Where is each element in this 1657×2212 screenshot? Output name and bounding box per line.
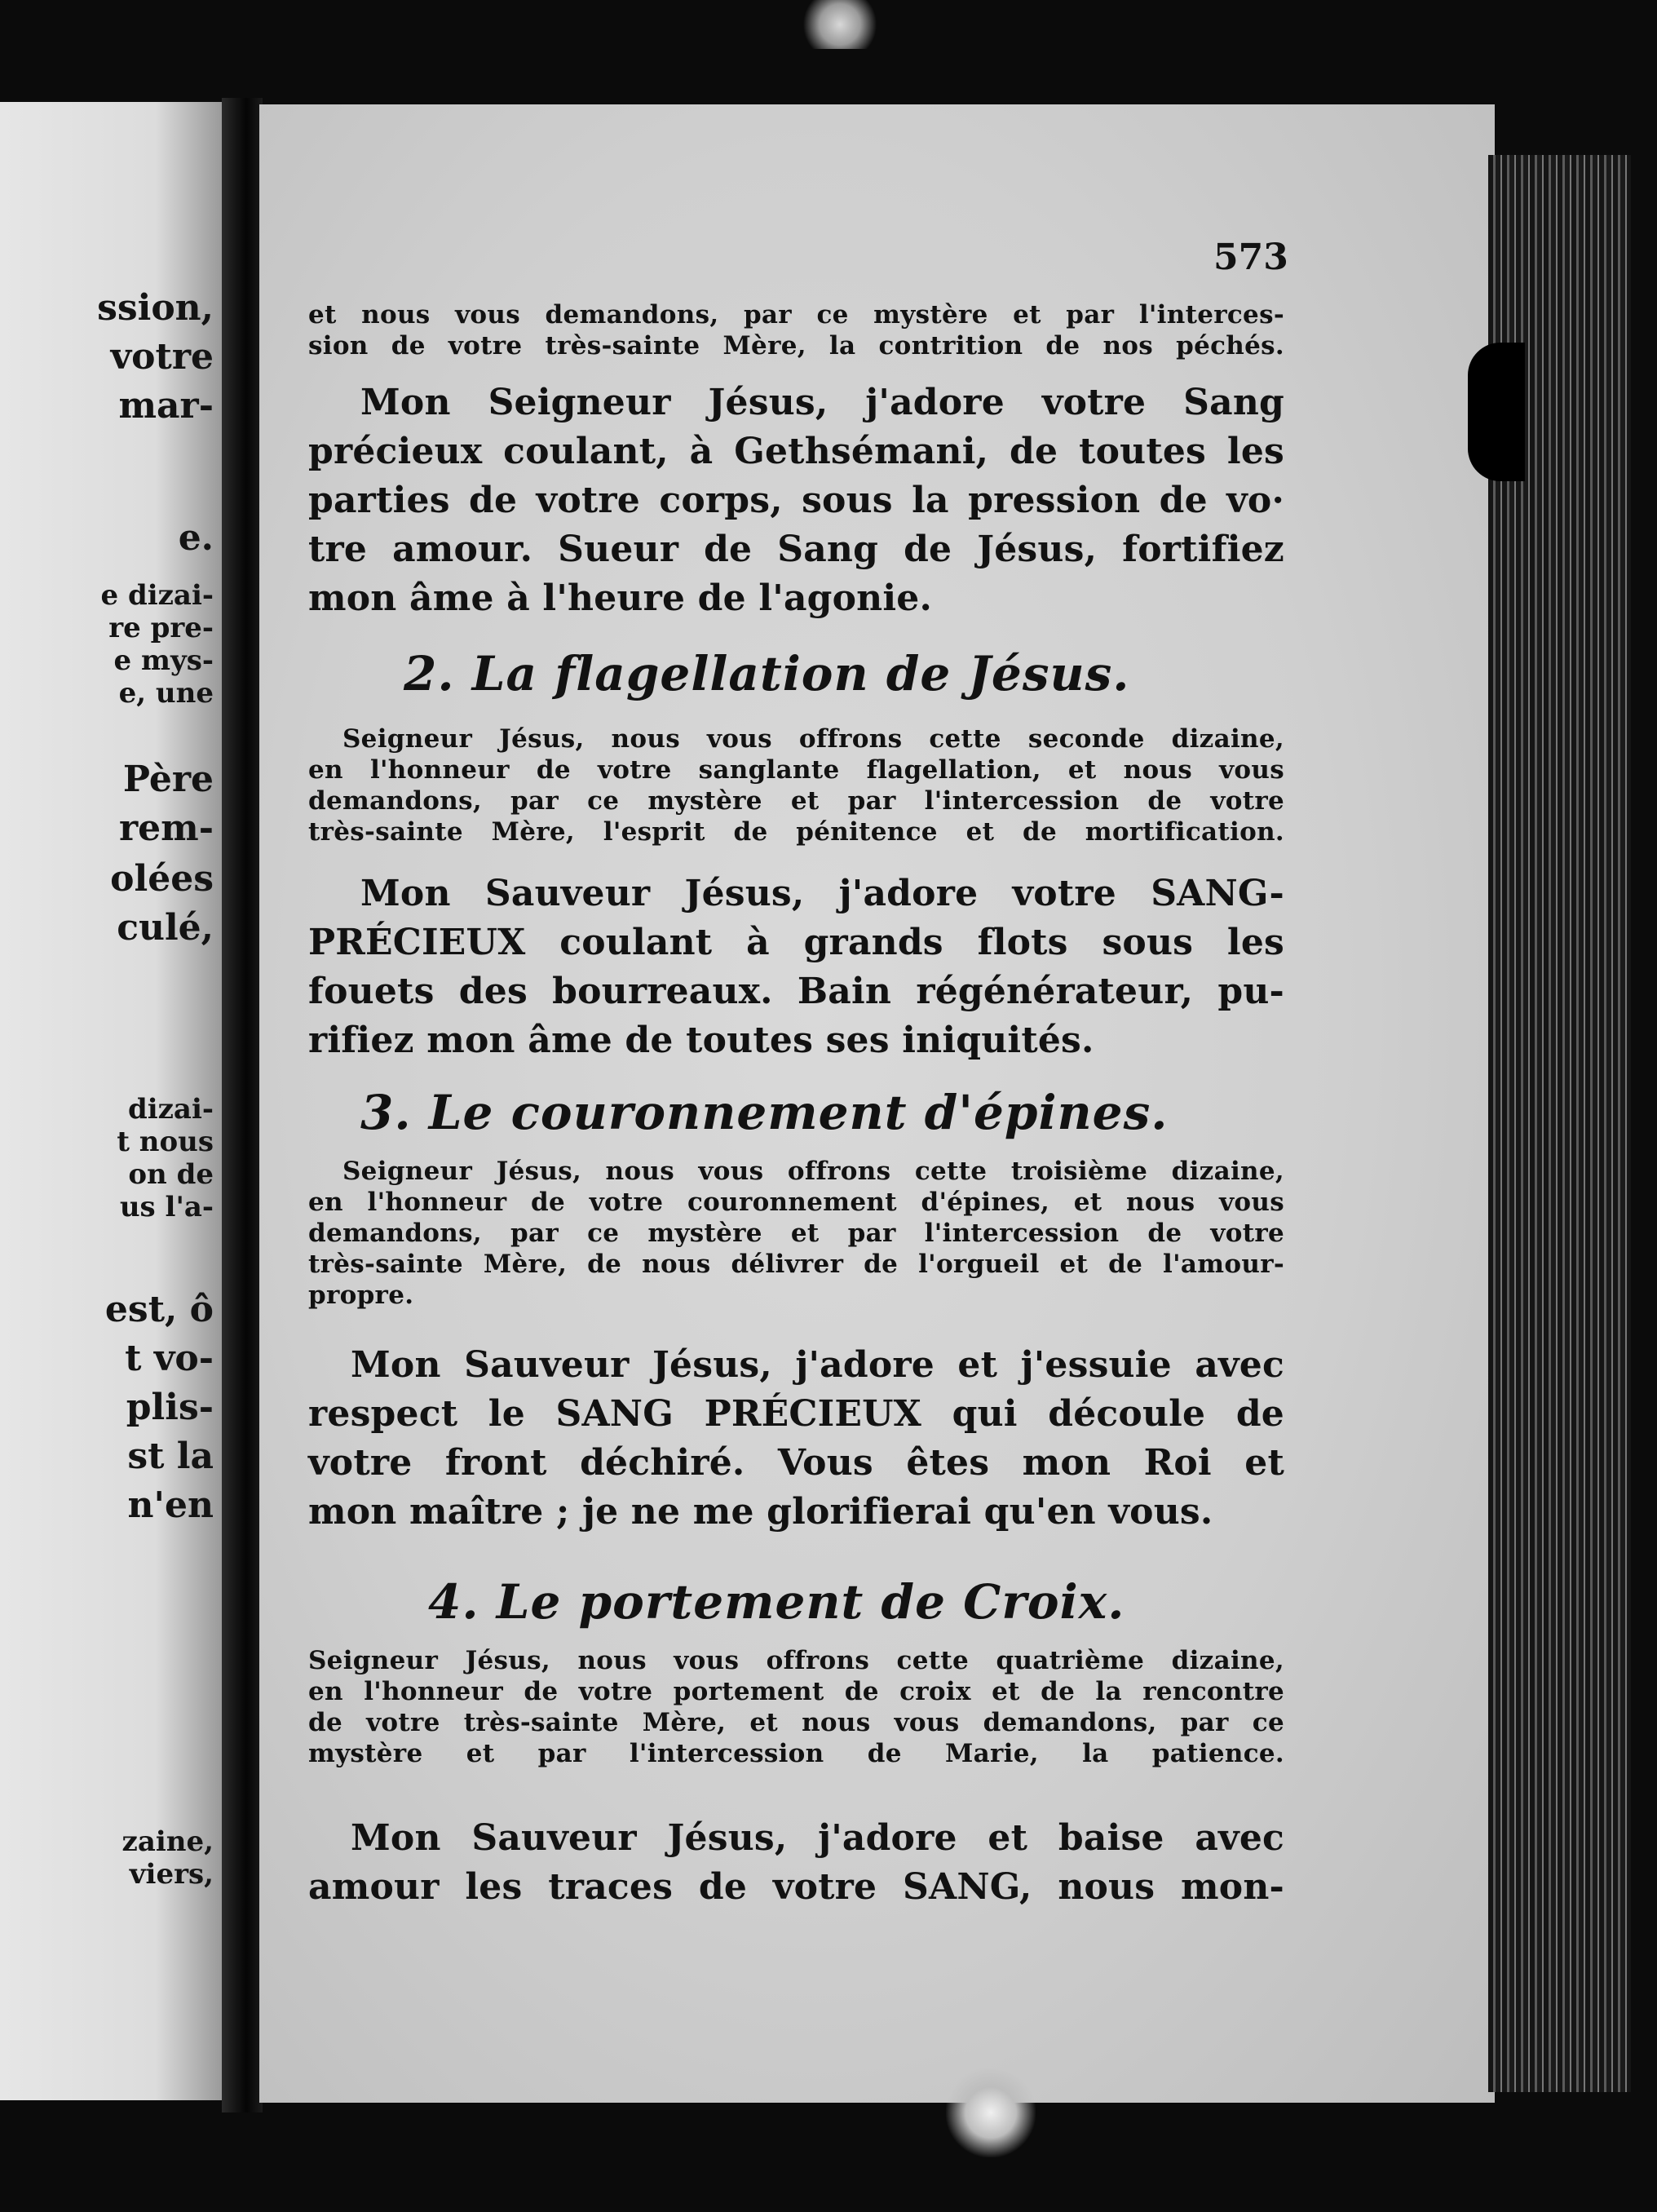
intro_small-line: et nous vous demandons, par ce mystère et par l'interces- <box>308 300 1284 330</box>
offer3-line: demandons, par ce mystère et par l'intercession de votre <box>308 1219 1284 1248</box>
left-page-line: on de <box>128 1158 214 1191</box>
offer2-line: Seigneur Jésus, nous vous offrons cette seconde dizaine, <box>342 724 1284 754</box>
left-page-line: e dizai- <box>100 579 214 612</box>
left-page-line: mar- <box>118 385 214 427</box>
offer3-line: en l'honneur de votre couronnement d'épines, et nous vous <box>308 1188 1284 1217</box>
offer4-line: mystère et par l'intercession de Marie, la patience. <box>308 1739 1284 1768</box>
left-page-line: dizai- <box>127 1093 214 1126</box>
offer2-line: en l'honneur de votre sanglante flagellation, et nous vous <box>308 755 1284 785</box>
page-number: 573 <box>1213 237 1288 278</box>
left-page-line: votre <box>110 336 214 378</box>
page-edge-shadow <box>1468 343 1525 481</box>
left-page-line: rem- <box>119 807 214 849</box>
offer2-line: très-sainte Mère, l'esprit de pénitence et de mortification. <box>308 817 1284 847</box>
prayer4-line: amour les traces de votre SANG, nous mon- <box>308 1866 1284 1908</box>
prayer3-line: votre front déchiré. Vous êtes mon Roi et <box>308 1442 1284 1484</box>
left-page-line: t nous <box>117 1126 214 1158</box>
left-page-line: st la <box>127 1436 214 1477</box>
prayer2-line: PRÉCIEUX coulant à grands flots sous les <box>308 922 1284 963</box>
left-page-line: e, une <box>118 677 214 710</box>
left-page-line: e mys- <box>113 644 214 677</box>
left-page-line: culé, <box>117 907 214 949</box>
section-heading: 2. La flagellation de Jésus. <box>404 646 1130 701</box>
left-page-line: Père <box>122 759 214 800</box>
prayer3-line: respect le SANG PRÉCIEUX qui découle de <box>308 1393 1284 1435</box>
prayer1-line: Mon Seigneur Jésus, j'adore votre Sang <box>360 382 1284 423</box>
prayer1-line: parties de votre corps, sous la pression de vo· <box>308 480 1284 521</box>
prayer3-line: mon maître ; je ne me glorifierai qu'en vous. <box>308 1491 1213 1533</box>
left-page-line: e. <box>178 517 214 559</box>
left-page-line: t vo- <box>125 1338 214 1379</box>
section-heading: 4. Le portement de Croix. <box>428 1574 1125 1630</box>
prayer3-line: Mon Sauveur Jésus, j'adore et j'essuie avec <box>351 1344 1284 1386</box>
prayer2-line: rifiez mon âme de toutes ses iniquités. <box>308 1020 1094 1061</box>
left-page-line: olées <box>110 858 214 900</box>
section-heading: 3. Le couronnement d'épines. <box>360 1085 1169 1140</box>
left-page-line: re pre- <box>108 612 214 644</box>
offer3-line: Seigneur Jésus, nous vous offrons cette troisième dizaine, <box>342 1157 1284 1186</box>
left-facing-page <box>0 102 222 2100</box>
prayer1-line: mon âme à l'heure de l'agonie. <box>308 577 932 619</box>
left-page-line: us l'a- <box>119 1191 214 1223</box>
offer4-line: de votre très-sainte Mère, et nous vous demandons, par ce <box>308 1708 1284 1737</box>
offer3-line: propre. <box>308 1281 414 1310</box>
offer4-line: en l'honneur de votre portement de croix et de la rencontre <box>308 1677 1284 1706</box>
left-page-line: ssion, <box>97 287 214 329</box>
scan-blemish-bottom <box>946 2068 1036 2157</box>
prayer1-line: tre amour. Sueur de Sang de Jésus, fortifiez <box>308 529 1284 570</box>
intro_small-line: sion de votre très-sainte Mère, la contrition de nos péchés. <box>308 331 1284 361</box>
prayer2-line: Mon Sauveur Jésus, j'adore votre SANG- <box>360 873 1284 914</box>
left-page-line: n'en <box>127 1484 214 1526</box>
prayer4-line: Mon Sauveur Jésus, j'adore et baise avec <box>351 1817 1284 1859</box>
offer3-line: très-sainte Mère, de nous délivrer de l'orgueil et de l'amour- <box>308 1250 1284 1279</box>
left-page-line: est, ô <box>104 1289 214 1330</box>
left-page-line: plis- <box>126 1387 214 1428</box>
left-page-line: zaine, <box>122 1825 214 1858</box>
left-page-line: viers, <box>129 1858 214 1891</box>
scan-blemish-top <box>795 0 885 49</box>
prayer2-line: fouets des bourreaux. Bain régénérateur, pu- <box>308 971 1284 1012</box>
offer2-line: demandons, par ce mystère et par l'intercession de votre <box>308 786 1284 816</box>
offer4-line: Seigneur Jésus, nous vous offrons cette quatrième dizaine, <box>308 1646 1284 1675</box>
prayer1-line: précieux coulant, à Gethsémani, de toutes les <box>308 431 1284 472</box>
book-gutter <box>222 98 263 2112</box>
